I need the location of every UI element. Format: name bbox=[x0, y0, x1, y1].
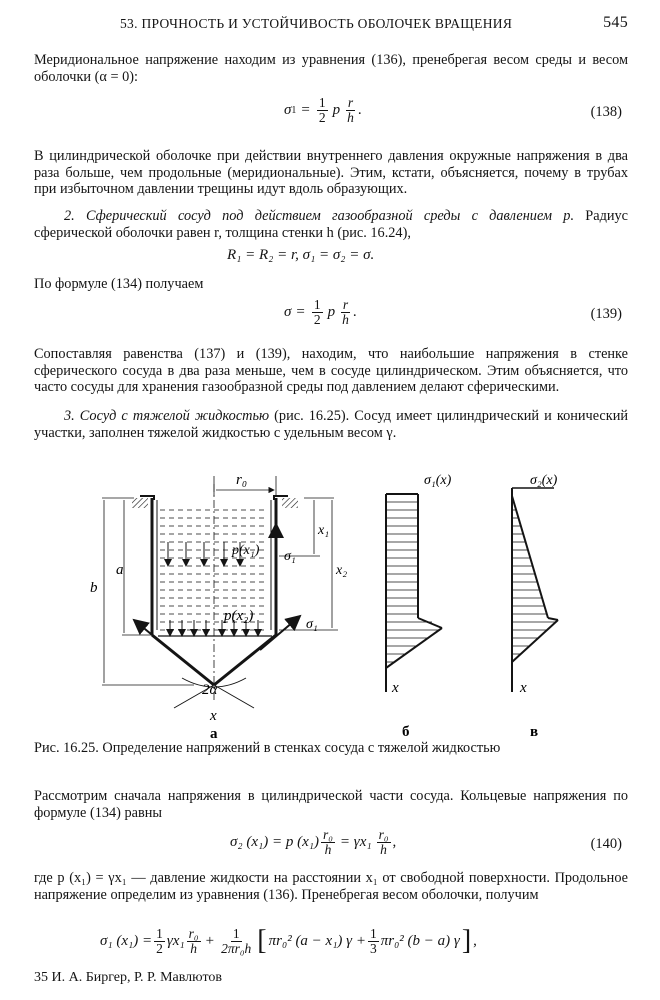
eqlast-frac1: $\frac{1}{2}$ bbox=[156, 925, 163, 956]
paragraph-sphere bbox=[34, 208, 628, 241]
eqlast-frac3: $\frac{1}{\text{2πr₀h}}$ bbox=[221, 925, 252, 956]
eq140-lhs: σ₂ (x₁) = p (x₁) bbox=[230, 834, 319, 850]
page-number: 545 bbox=[603, 14, 628, 31]
label-sigma1-cone: σ₁ bbox=[306, 617, 318, 632]
support-left bbox=[132, 498, 148, 508]
paragraph-pressure: где p (x₁) = γx₁ — давление жидкости на расстоянии x₁ от свободной поверхности. Продольное напряжение определим из уравнения (136). Пренебрегая весом оболочки, получим bbox=[34, 870, 628, 903]
paragraph-cylinder: В цилиндрической оболочке при действии внутреннего давления окружные напряжения в два раза больше, чем продольные (меридиональные). Этим, кстати, объясняется, почему в трубах при избыточном давлении трещины идут вдоль образующих. bbox=[34, 148, 628, 198]
label-panel-a: а bbox=[210, 726, 218, 740]
eq138-sub: 1 bbox=[291, 105, 297, 116]
radii-text: R₁ = R₂ = r, σ₁ = σ₂ = σ. bbox=[227, 246, 375, 263]
label-panel-b: б bbox=[402, 724, 410, 740]
eq140-number: (140) bbox=[590, 836, 622, 852]
eq139-lhs: σ bbox=[284, 304, 292, 320]
eq138-number: (138) bbox=[590, 104, 622, 120]
stress-diagram-sigma2 bbox=[512, 473, 558, 740]
label-x-b: x bbox=[392, 680, 399, 696]
header-title: 53. ПРОЧНОСТЬ И УСТОЙЧИВОСТЬ ОБОЛОЧЕК ВРАЩЕНИЯ bbox=[120, 16, 513, 31]
cone-right bbox=[214, 635, 276, 685]
heavy-liquid-heading: 3. Сосуд с тяжелой жидкостью bbox=[64, 408, 270, 424]
label-p-x1: p(x₁) bbox=[232, 543, 260, 558]
equation-139 bbox=[34, 298, 628, 332]
label-b: b bbox=[90, 580, 98, 596]
eq140-end: , bbox=[392, 834, 397, 850]
eq139-p: p bbox=[327, 304, 336, 320]
eq138-eq: = bbox=[301, 102, 310, 118]
figure-16-25 bbox=[74, 470, 614, 740]
paragraph-heavy-liquid bbox=[34, 408, 628, 441]
eqlast-end: , bbox=[473, 932, 477, 949]
eq138-frac-half: $\frac{1}{2}$ bbox=[318, 95, 326, 125]
eq138-end: . bbox=[357, 102, 362, 118]
eqlast-t1: γx₁ bbox=[166, 932, 185, 949]
sphere-heading: 2. Сферический сосуд под действием газообразной среды с давлением p. bbox=[64, 208, 575, 224]
label-a: a bbox=[116, 562, 124, 578]
eqlast-lhs: σ₁ (x₁) = bbox=[100, 932, 153, 949]
pressure-arrows-x1 bbox=[168, 542, 240, 566]
label-sigma1-x: σ₁(x) bbox=[424, 473, 452, 488]
eq140-mid: = γx₁ bbox=[339, 834, 372, 850]
eq139-end: . bbox=[352, 304, 357, 320]
vessel-diagram bbox=[90, 472, 347, 740]
footer-signature: 35 И. А. Биргер, Р. Р. Мавлютов bbox=[34, 970, 222, 985]
label-r0: r₀ bbox=[236, 472, 248, 488]
paragraph-formula134: По формуле (134) получаем bbox=[34, 276, 204, 292]
eq138-frac-rh: $\frac{r}{h}$ bbox=[347, 95, 354, 125]
label-x-c: x bbox=[520, 680, 527, 696]
equation-sigma1: σ₁ (x₁) = $\frac{1}{2}$ γx₁ $\frac{\text{r₀}}{h}$ + $\frac{1}{\text{2πr₀h}}$ [ πr₀² (a − x₁) γ + $\frac{1}{3}$ πr₀² (b − a) γ ] , bbox=[100, 925, 477, 956]
label-sigma1-cyl: σ₁ bbox=[284, 549, 296, 564]
eq139-frac-half: $\frac{1}{2}$ bbox=[313, 297, 321, 327]
label-x-a: x bbox=[210, 708, 217, 724]
label-x2: x₂ bbox=[336, 563, 348, 578]
heavy-liquid-text: (рис. 16.25). Сосуд имеет цилиндрический и конический участки, заполнен тяжелой жидкостью с удельным весом γ. bbox=[34, 408, 629, 441]
eq139-eq: = bbox=[296, 304, 305, 320]
sphere-text: Радиус сферической оболочки равен r, толщина стенки h (рис. 16.24), bbox=[34, 208, 628, 241]
label-panel-v: в bbox=[530, 724, 539, 740]
label-sigma2-x: σ₂(x) bbox=[530, 473, 558, 488]
label-2alpha: 2α bbox=[202, 682, 218, 698]
label-x1: x₁ bbox=[318, 523, 330, 538]
eqlast-plus: + bbox=[205, 932, 215, 949]
eq139-frac-rh: $\frac{r}{h}$ bbox=[342, 297, 349, 327]
eq138-p: p bbox=[332, 102, 341, 118]
equation-radii bbox=[34, 244, 628, 266]
eq138-lhs: σ bbox=[284, 102, 292, 118]
paragraph-cylindrical-part: Рассмотрим сначала напряжения в цилиндрической части сосуда. Кольцевые напряжения по формуле (134) равны bbox=[34, 788, 628, 821]
paragraph-meridional: Меридиональное напряжение находим из уравнения (136), пренебрегая весом среды и весом оболочки (α = 0): bbox=[34, 52, 628, 85]
paragraph-comparison: Сопоставляя равенства (137) и (139), находим, что наибольшие напряжения в стенке сферического сосуда в два раза меньше, чем в сосуде цилиндрическом. Этим объясняется, что часто сосуды для хранения газообразной среды под давлением делают сферическими. bbox=[34, 346, 628, 396]
eqlast-frac2: $\frac{\text{r₀}}{h}$ bbox=[188, 925, 199, 956]
eqlast-bracket-b: πr₀² (b − a) γ bbox=[380, 932, 460, 949]
eqlast-bracket-a: πr₀² (a − x₁) γ + bbox=[268, 932, 366, 949]
eq139-number: (139) bbox=[590, 306, 622, 322]
running-header bbox=[40, 14, 632, 34]
equation-138 bbox=[34, 96, 628, 130]
eq140-frac2: $\frac{\text{r₀}}{h}$ bbox=[378, 827, 389, 857]
label-p-x2: p(x₂) bbox=[224, 608, 254, 624]
eqlast-frac4: $\frac{1}{3}$ bbox=[369, 925, 377, 956]
figure-caption: Рис. 16.25. Определение напряжений в стенках сосуда с тяжелой жидкостью bbox=[34, 740, 501, 756]
stress-diagram-sigma1 bbox=[386, 473, 452, 740]
eq140-frac1: $\frac{\text{r₀}}{h}$ bbox=[322, 827, 333, 857]
support-right bbox=[282, 498, 298, 508]
equation-140 bbox=[34, 828, 628, 862]
